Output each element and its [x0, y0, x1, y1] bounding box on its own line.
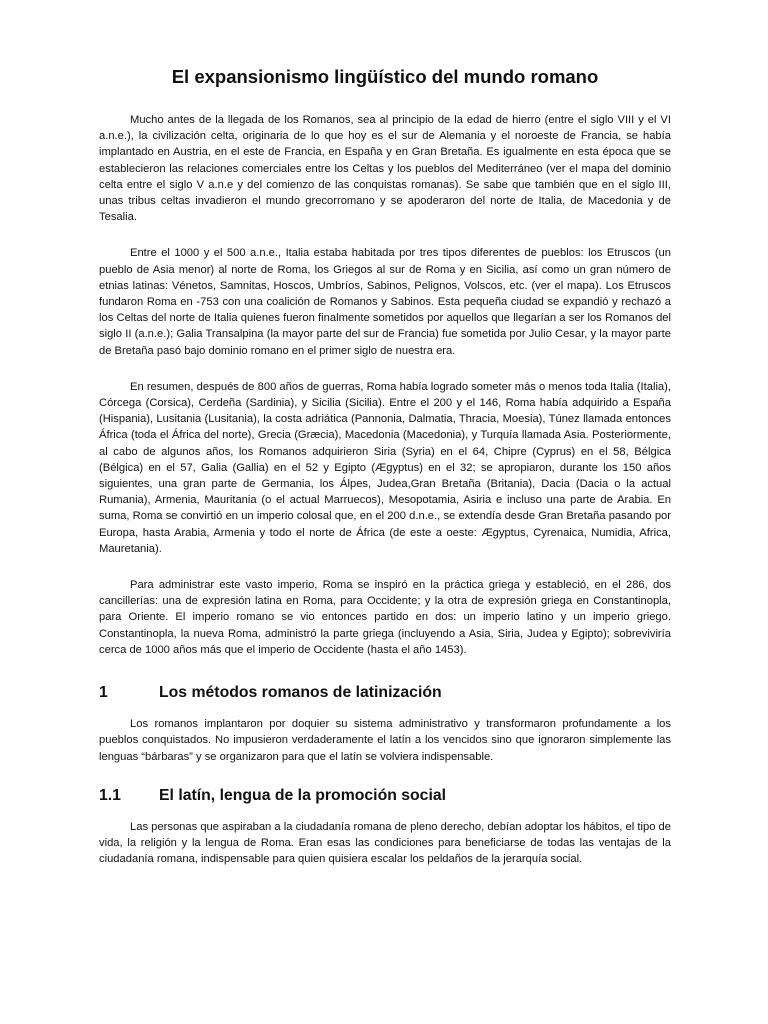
section-1-1-title: El latín, lengua de la promoción social [159, 786, 447, 804]
section-1-paragraph: Los romanos implantaron por doquier su sistema administrativo y transformaron profundamente a los pueblos conquistados. No impusieron verdaderamente el latín a los vencidos sino que ignoraron simplemente las lenguas “bárbaras” y se organizaron para que el latín se volviera indispensable. [99, 718, 671, 763]
intro-paragraph-2: Entre el 1000 y el 500 a.n.e., Italia estaba habitada por tres tipos diferentes de pueblos: los Etruscos (un pueblo de Asia menor) al norte de Roma, los Griegos al sur de Roma y en Sicilia, así como un gran número de etnias latinas: Vénetos, Samnitas, Hoscos, Umbríos, Sabinos, Pelignos, Volscos, etc. (ver el mapa). Los Etruscos fundaron Roma en -753 con una coalición de Romanos y Sabinos. Esta pequeña ciudad se expandió y rechazó a los Celtas del norte de Italia quienes fueron finalmente sometidos por aquellos que llegarían a ser los Romanos del siglo II (a.n.e.); Galia Transalpina (la mayor parte del sur de Francia) fue sometida por Julio Cesar, y la mayor parte de Bretaña pasó bajo dominio romano en el primer siglo de nuestra era. [99, 247, 671, 357]
section-1-1-number: 1.1 [99, 786, 121, 804]
section-1-1-paragraph: Las personas que aspiraban a la ciudadanía romana de pleno derecho, debían adoptar los hábitos, el tipo de vida, la religión y la lengua de Roma. Eran esas las condiciones para beneficiarse de todas las ventajas de la ciudadanía romana, indispensable para quien quisiera escalar los peldaños de la jerarquía social. [99, 820, 671, 866]
section-1-number: 1 [99, 684, 108, 702]
section-1-1-heading [99, 787, 671, 805]
intro-paragraph-1: Mucho antes de la llegada de los Romanos, sea al principio de la edad de hierro (entre el siglo VIII y el VI a.n.e.), la civilización celta, originaria de lo que hoy es el sur de Alemania y el noroeste de Francia, se había implantado en Austria, en el este de Francia, en España y en Gran Bretaña. Es igualmente en esta época que se establecieron las relaciones comerciales entre los Celtas y los pueblos del Mediterráneo (ver el mapa del dominio celta entre el siglo V a.n.e y del comienzo de las conquistas romanas). Se sabe que también que en el siglo III, unas tribus celtas invadieron el mundo grecorromano y se apoderaron del norte de Italia, de Macedonia y de Tesalia. [99, 114, 671, 224]
section-1-title: Los métodos romanos de latinización [159, 684, 442, 702]
intro-paragraph-4: Para administrar este vasto imperio, Roma se inspiró en la práctica griega y estableció, en el 286, dos cancillerías: una de expresión latina en Roma, para Occidente; y la otra de expresión griega en Constantinopla, para Oriente. El imperio romano se vio entonces partido en dos: un imperio latino y un imperio griego. Constantinopla, la nueva Roma, administró la parte griega (incluyendo a Asia, Siria, Judea y Egipto); sobreviviría cerca de 1000 años más que el imperio de Occidente (hasta el año 1453). [99, 579, 671, 656]
section-1-heading [99, 684, 671, 702]
intro-paragraph-3: En resumen, después de 800 años de guerras, Roma había logrado someter más o menos toda Italia (Italia), Córcega (Corsica), Cerdeña (Sardinia), y Sicilia (Sicilia). Entre el 200 y el 146, Roma había adquirido a España (Hispania), Lusitania (Lusitania), la costa adriática (Pannonia, Dalmatia, Thracia, Moesia), Túnez llamada entonces África (toda el África del norte), Grecia (Græcia), Macedonia (Macedonia), y Turquía llamada Asia. Posteriormente, al cabo de algunos años, los Romanos adquirieron Siria (Syria) en el 64, Chipre (Cyprus) en el 58, Bélgica (Bélgica) en el 57, Galia (Gallia) en el 52 y Egipto (Ægyptus) en el 32; se apropiaron, durante los 150 años siguientes, una gran parte de Germania, los Álpes, Judea,Gran Bretaña (Britania), Dacia (Dacia o la actual Rumania), Armenia, Mauritania (o el actual Marruecos), Mesopotamia, Asiria e incluso una parte de Arabia. En suma, Roma se convirtió en un imperio colosal que, en el 200 d.n.e., se extendía desde Gran Bretaña pasando por Europa, hasta Arabia, Armenia y todo el norte de África (de este a oeste: Ægyptus, Cyrenaica, Numidia, Africa, Mauretania). [99, 380, 671, 555]
document-title: El expansionismo lingüístico del mundo romano [171, 66, 599, 87]
